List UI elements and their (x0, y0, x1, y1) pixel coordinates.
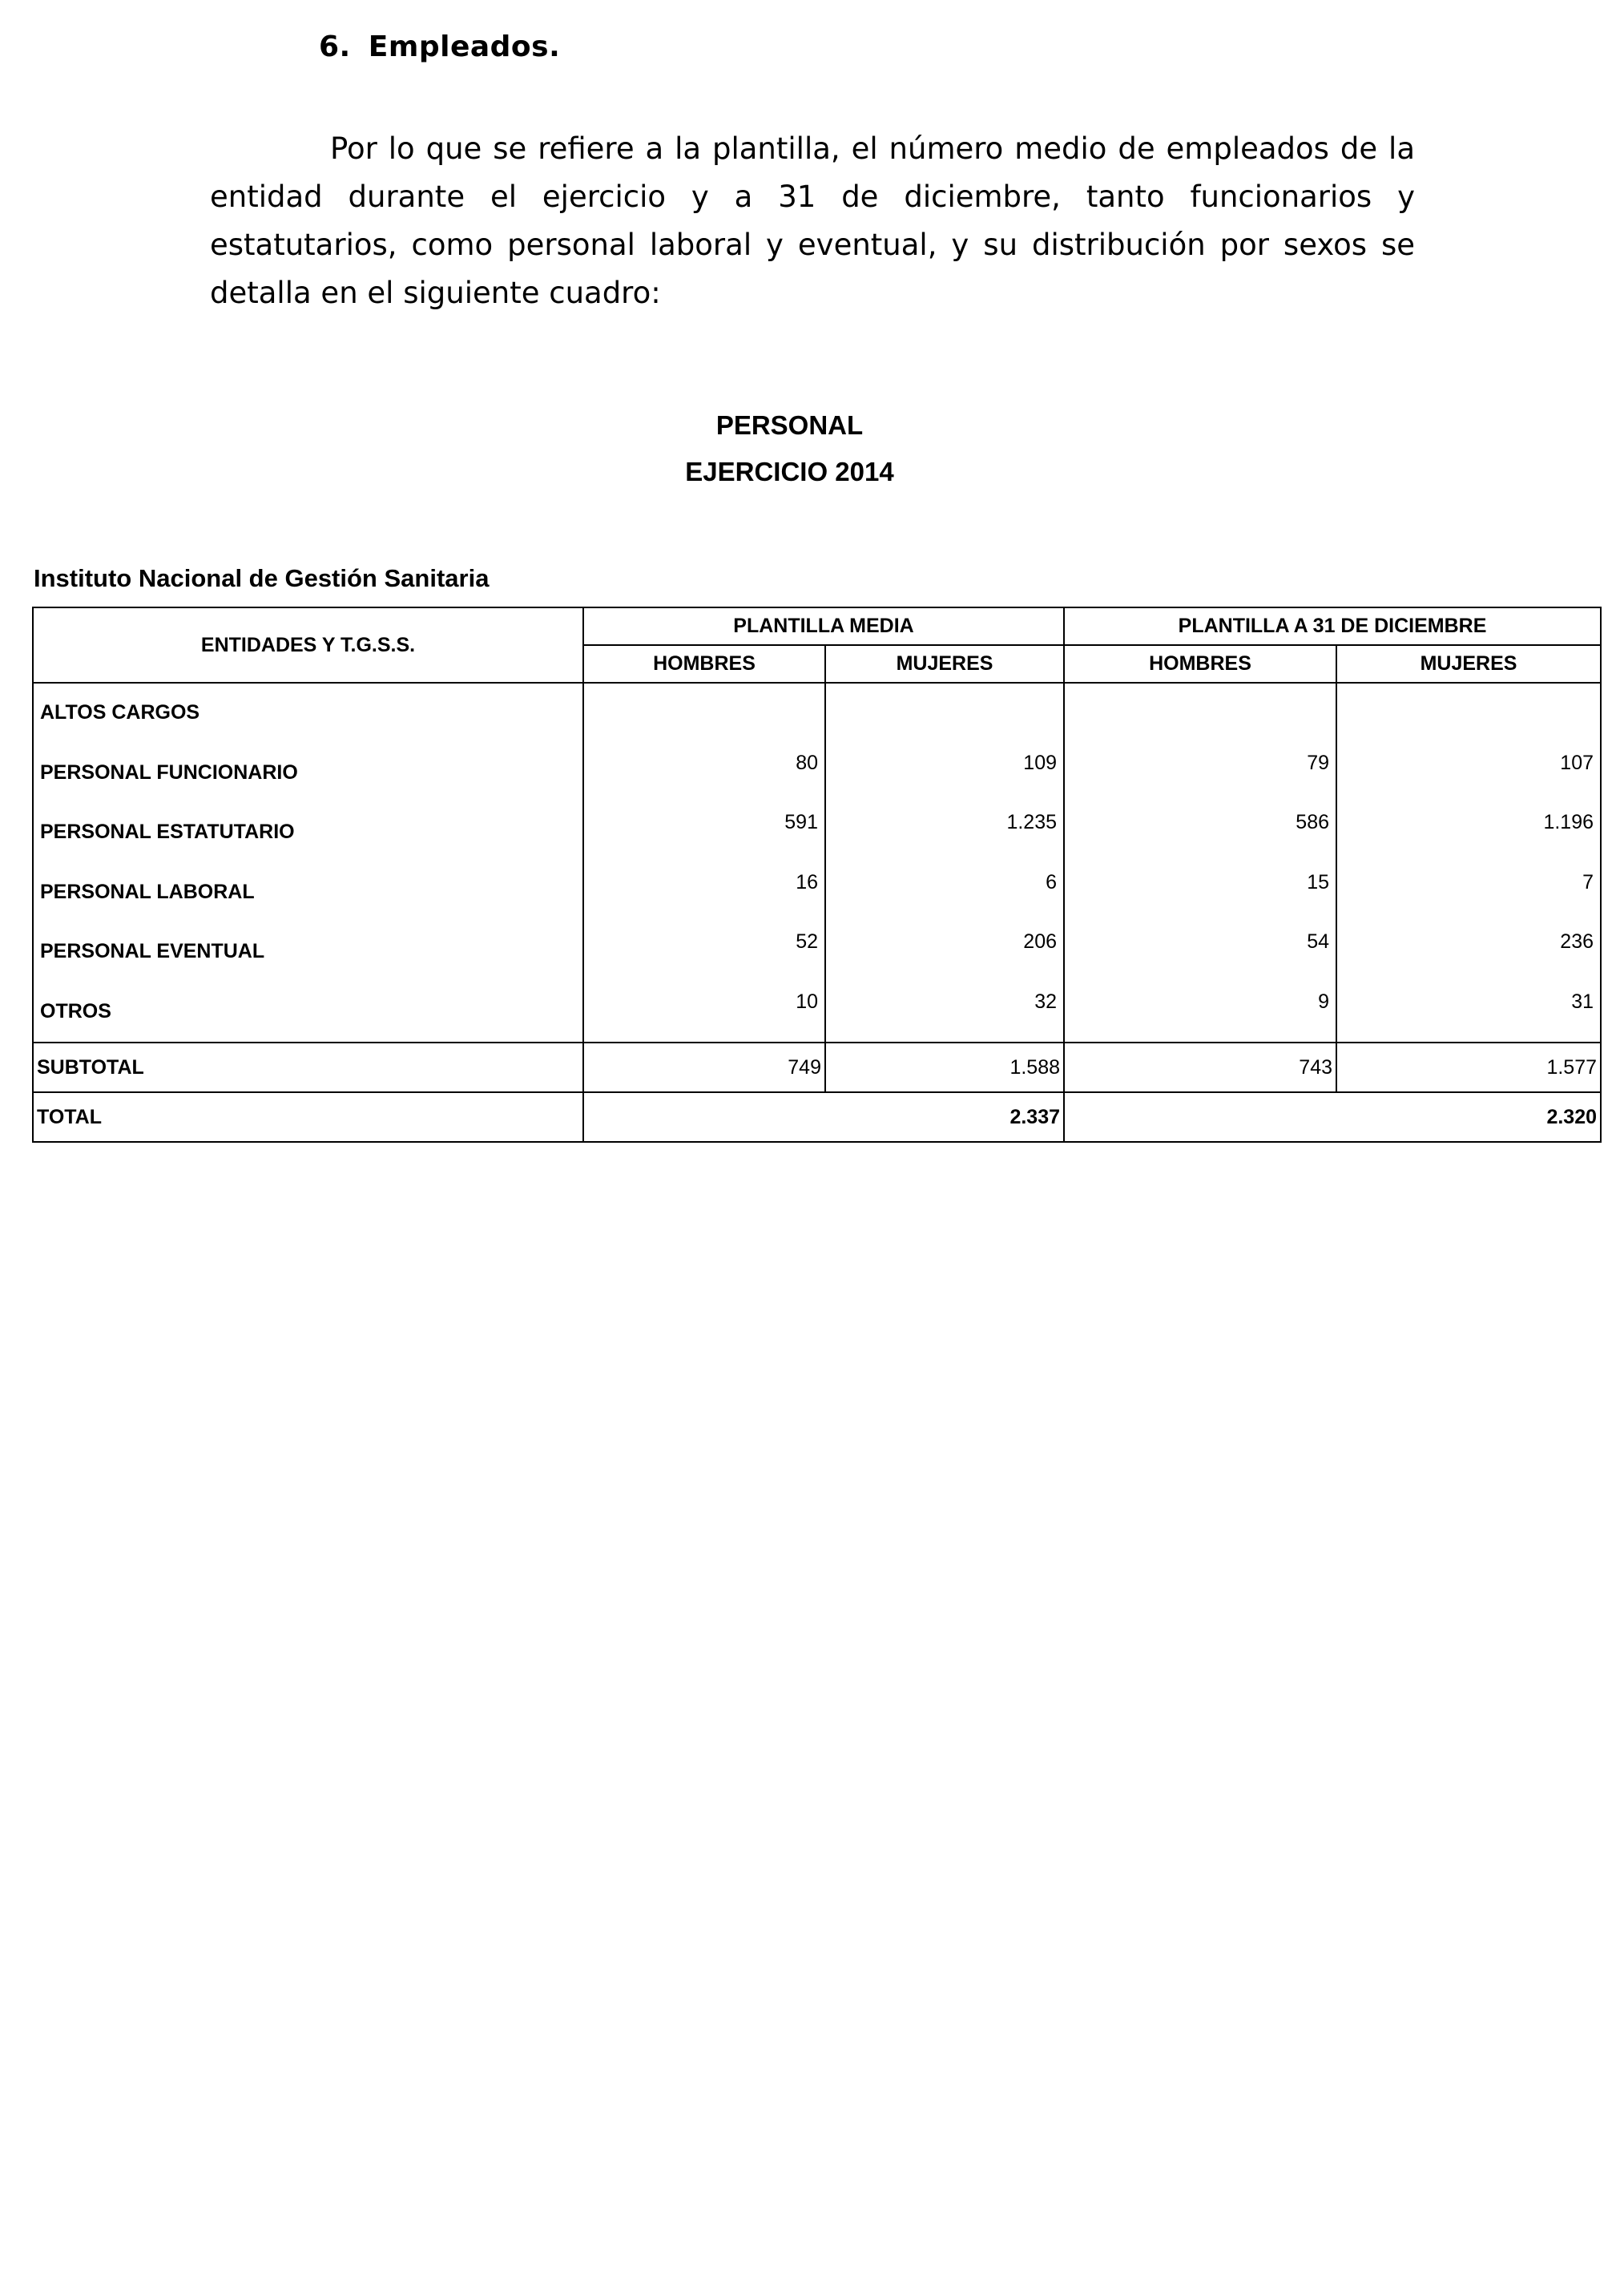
cell-value (1340, 684, 1597, 744)
row-labels-column (33, 683, 583, 1043)
header-diciembre-mujeres: MUJERES (1336, 645, 1601, 683)
total-media-value: 2.337 (583, 1092, 1064, 1142)
cell-value: 743 (1064, 1043, 1336, 1092)
header-media-mujeres: MUJERES (825, 645, 1064, 683)
cell-value: 6 (1046, 870, 1058, 893)
cell-value: 54 (1307, 930, 1330, 953)
cell-value: 107 (1560, 751, 1594, 774)
staff-table (32, 607, 1602, 1143)
total-label: TOTAL (33, 1092, 583, 1142)
subtotal-row (33, 1043, 1601, 1092)
cell-value: 52 (796, 930, 818, 953)
header-media-hombres: HOMBRES (583, 645, 825, 683)
intro-paragraph: Por lo que se refiere a la plantilla, el número medio de empleados de la entidad durante el ejercicio y a 31 de diciembre, tanto funcionarios y estatutarios, como personal laboral y eventual, y su distribución por sexos se detalla en el siguiente cuadro: (210, 131, 1415, 310)
cell-value: 15 (1307, 870, 1330, 893)
table-body-block (33, 683, 1601, 1043)
diciembre-mujeres-column (1336, 683, 1601, 1043)
section-heading (319, 30, 560, 63)
row-label: PERSONAL LABORAL (40, 880, 255, 903)
header-diciembre-hombres: HOMBRES (1064, 645, 1336, 683)
total-diciembre-value: 2.320 (1064, 1092, 1601, 1142)
cell-value (1068, 684, 1332, 744)
cell-value: 1.196 (1543, 811, 1594, 833)
cell-value: 1.588 (825, 1043, 1064, 1092)
row-label: ALTOS CARGOS (40, 701, 200, 724)
row-label: PERSONAL FUNCIONARIO (40, 760, 298, 784)
media-mujeres-column (825, 683, 1064, 1043)
cell-value: 32 (1034, 990, 1058, 1013)
cell-value: 1.235 (1006, 811, 1058, 833)
cell-value: 236 (1560, 930, 1594, 953)
cell-value (587, 684, 821, 744)
cell-value: 9 (1318, 990, 1330, 1013)
cell-value: 16 (796, 870, 818, 893)
subtotal-label: SUBTOTAL (33, 1043, 583, 1092)
total-row (33, 1092, 1601, 1142)
cell-value: 1.577 (1336, 1043, 1601, 1092)
cell-value: 591 (784, 811, 818, 833)
cell-value: 31 (1571, 990, 1594, 1013)
section-number: 6. (319, 30, 351, 63)
section-title: Empleados. (368, 30, 561, 63)
row-label: OTROS (40, 999, 111, 1023)
cell-value: 7 (1582, 870, 1594, 893)
header-plantilla-media: PLANTILLA MEDIA (583, 607, 1064, 645)
cell-value: 79 (1307, 751, 1330, 774)
cell-value (829, 684, 1060, 744)
report-subtitle: EJERCICIO 2014 (685, 457, 894, 486)
row-label: PERSONAL ESTATUTARIO (40, 821, 295, 843)
header-plantilla-diciembre: PLANTILLA A 31 DE DICIEMBRE (1064, 607, 1601, 645)
cell-value: 586 (1296, 811, 1330, 833)
cell-value: 109 (1023, 751, 1058, 774)
table-header-row (33, 607, 1601, 645)
header-entities: ENTIDADES Y T.G.S.S. (33, 607, 583, 683)
report-title: PERSONAL (715, 410, 864, 440)
cell-value: 10 (796, 990, 818, 1013)
diciembre-hombres-column (1064, 683, 1336, 1043)
entity-name: Instituto Nacional de Gestión Sanitaria (34, 564, 490, 592)
cell-value: 749 (583, 1043, 825, 1092)
cell-value: 206 (1023, 930, 1058, 953)
cell-value: 80 (796, 751, 818, 774)
media-hombres-column (583, 683, 825, 1043)
row-label: PERSONAL EVENTUAL (40, 940, 265, 962)
